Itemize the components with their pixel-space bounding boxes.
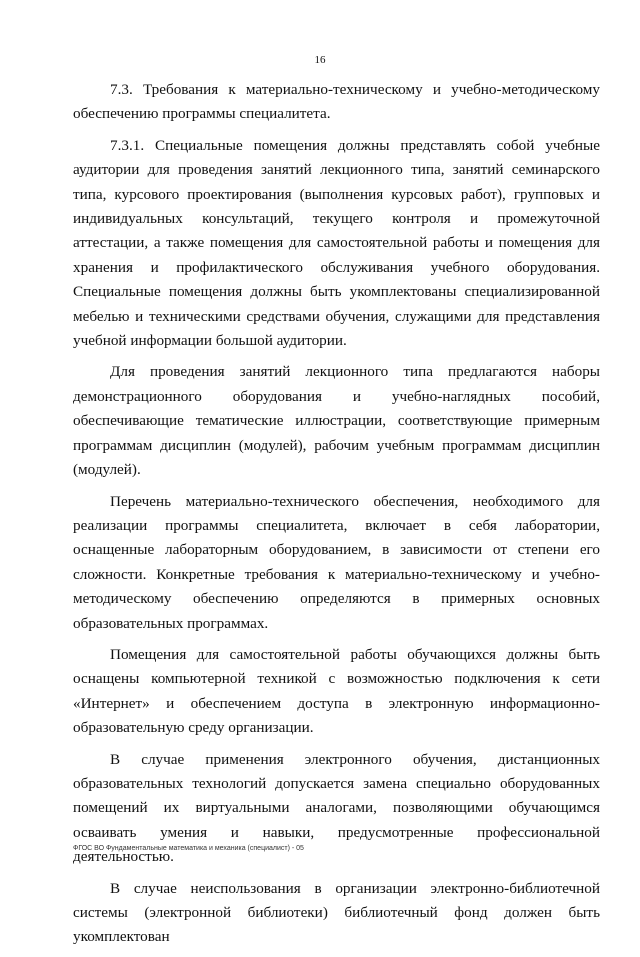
page-number: 16 [314, 54, 326, 66]
paragraph-self-study-rooms: Помещения для самостоятельной работы обучающихся должны быть оснащены компьютерной техникой с возможностью подключения к сети «Интернет» и обеспечением доступа в электронную информационно-образовательную среду организации. [73, 645, 600, 737]
section-number: 7.3. [110, 81, 133, 98]
paragraph-library-fund: В случае неиспользования в организации электронно-библиотечной системы (электронной библиотеки) библиотечный фонд должен быть укомплектован [73, 879, 600, 946]
paragraph-laboratories: Перечень материально-технического обеспечения, необходимого для реализации программы специалитета, включает в себя лаборатории, оснащенные лабораторным оборудованием, в зависимости от степени его сложности. Конкретные требования к материально-техническому и учебно-методическому обеспечению определяются в примерных основных образовательных программах. [73, 492, 600, 632]
section-title: Требования к материально-техническому и учебно-методическому обеспечению программы специалитета. [73, 81, 600, 123]
document-body [73, 78, 600, 957]
paragraph-7-3-1: 7.3.1. Специальные помещения должны представлять собой учебные аудитории для проведения занятий лекционного типа, занятий семинарского типа, курсового проектирования (выполнения курсовых работ), групповых и индивидуальных консультаций, текущего контроля и промежуточной аттестации, а также помещения для самостоятельной работы и помещения для хранения и профилактического обслуживания учебного оборудования. Специальные помещения должны быть укомплектованы специализированной мебелью и техническими средствами обучения, служащими для представления учебной информации большой аудитории. [73, 136, 600, 350]
paragraph-lecture-equipment: Для проведения занятий лекционного типа предлагаются наборы демонстрационного оборудования и учебно-наглядных пособий, обеспечивающие тематические иллюстрации, соответствующие примерным программам дисциплин (модулей), рабочим учебным программам дисциплин (модулей). [73, 363, 600, 479]
page-footer: ФГОС ВО Фундаментальные математика и механика (специалист) - 05 [73, 845, 304, 852]
section-heading-7-3 [73, 78, 600, 127]
paragraph-e-learning: В случае применения электронного обучения, дистанционных образовательных технологий допускается замена специально оборудованных помещений их виртуальными аналогами, позволяющими обучающимся осваивать умения и навыки, предусмотренные профессиональной деятельностью. [73, 750, 600, 866]
